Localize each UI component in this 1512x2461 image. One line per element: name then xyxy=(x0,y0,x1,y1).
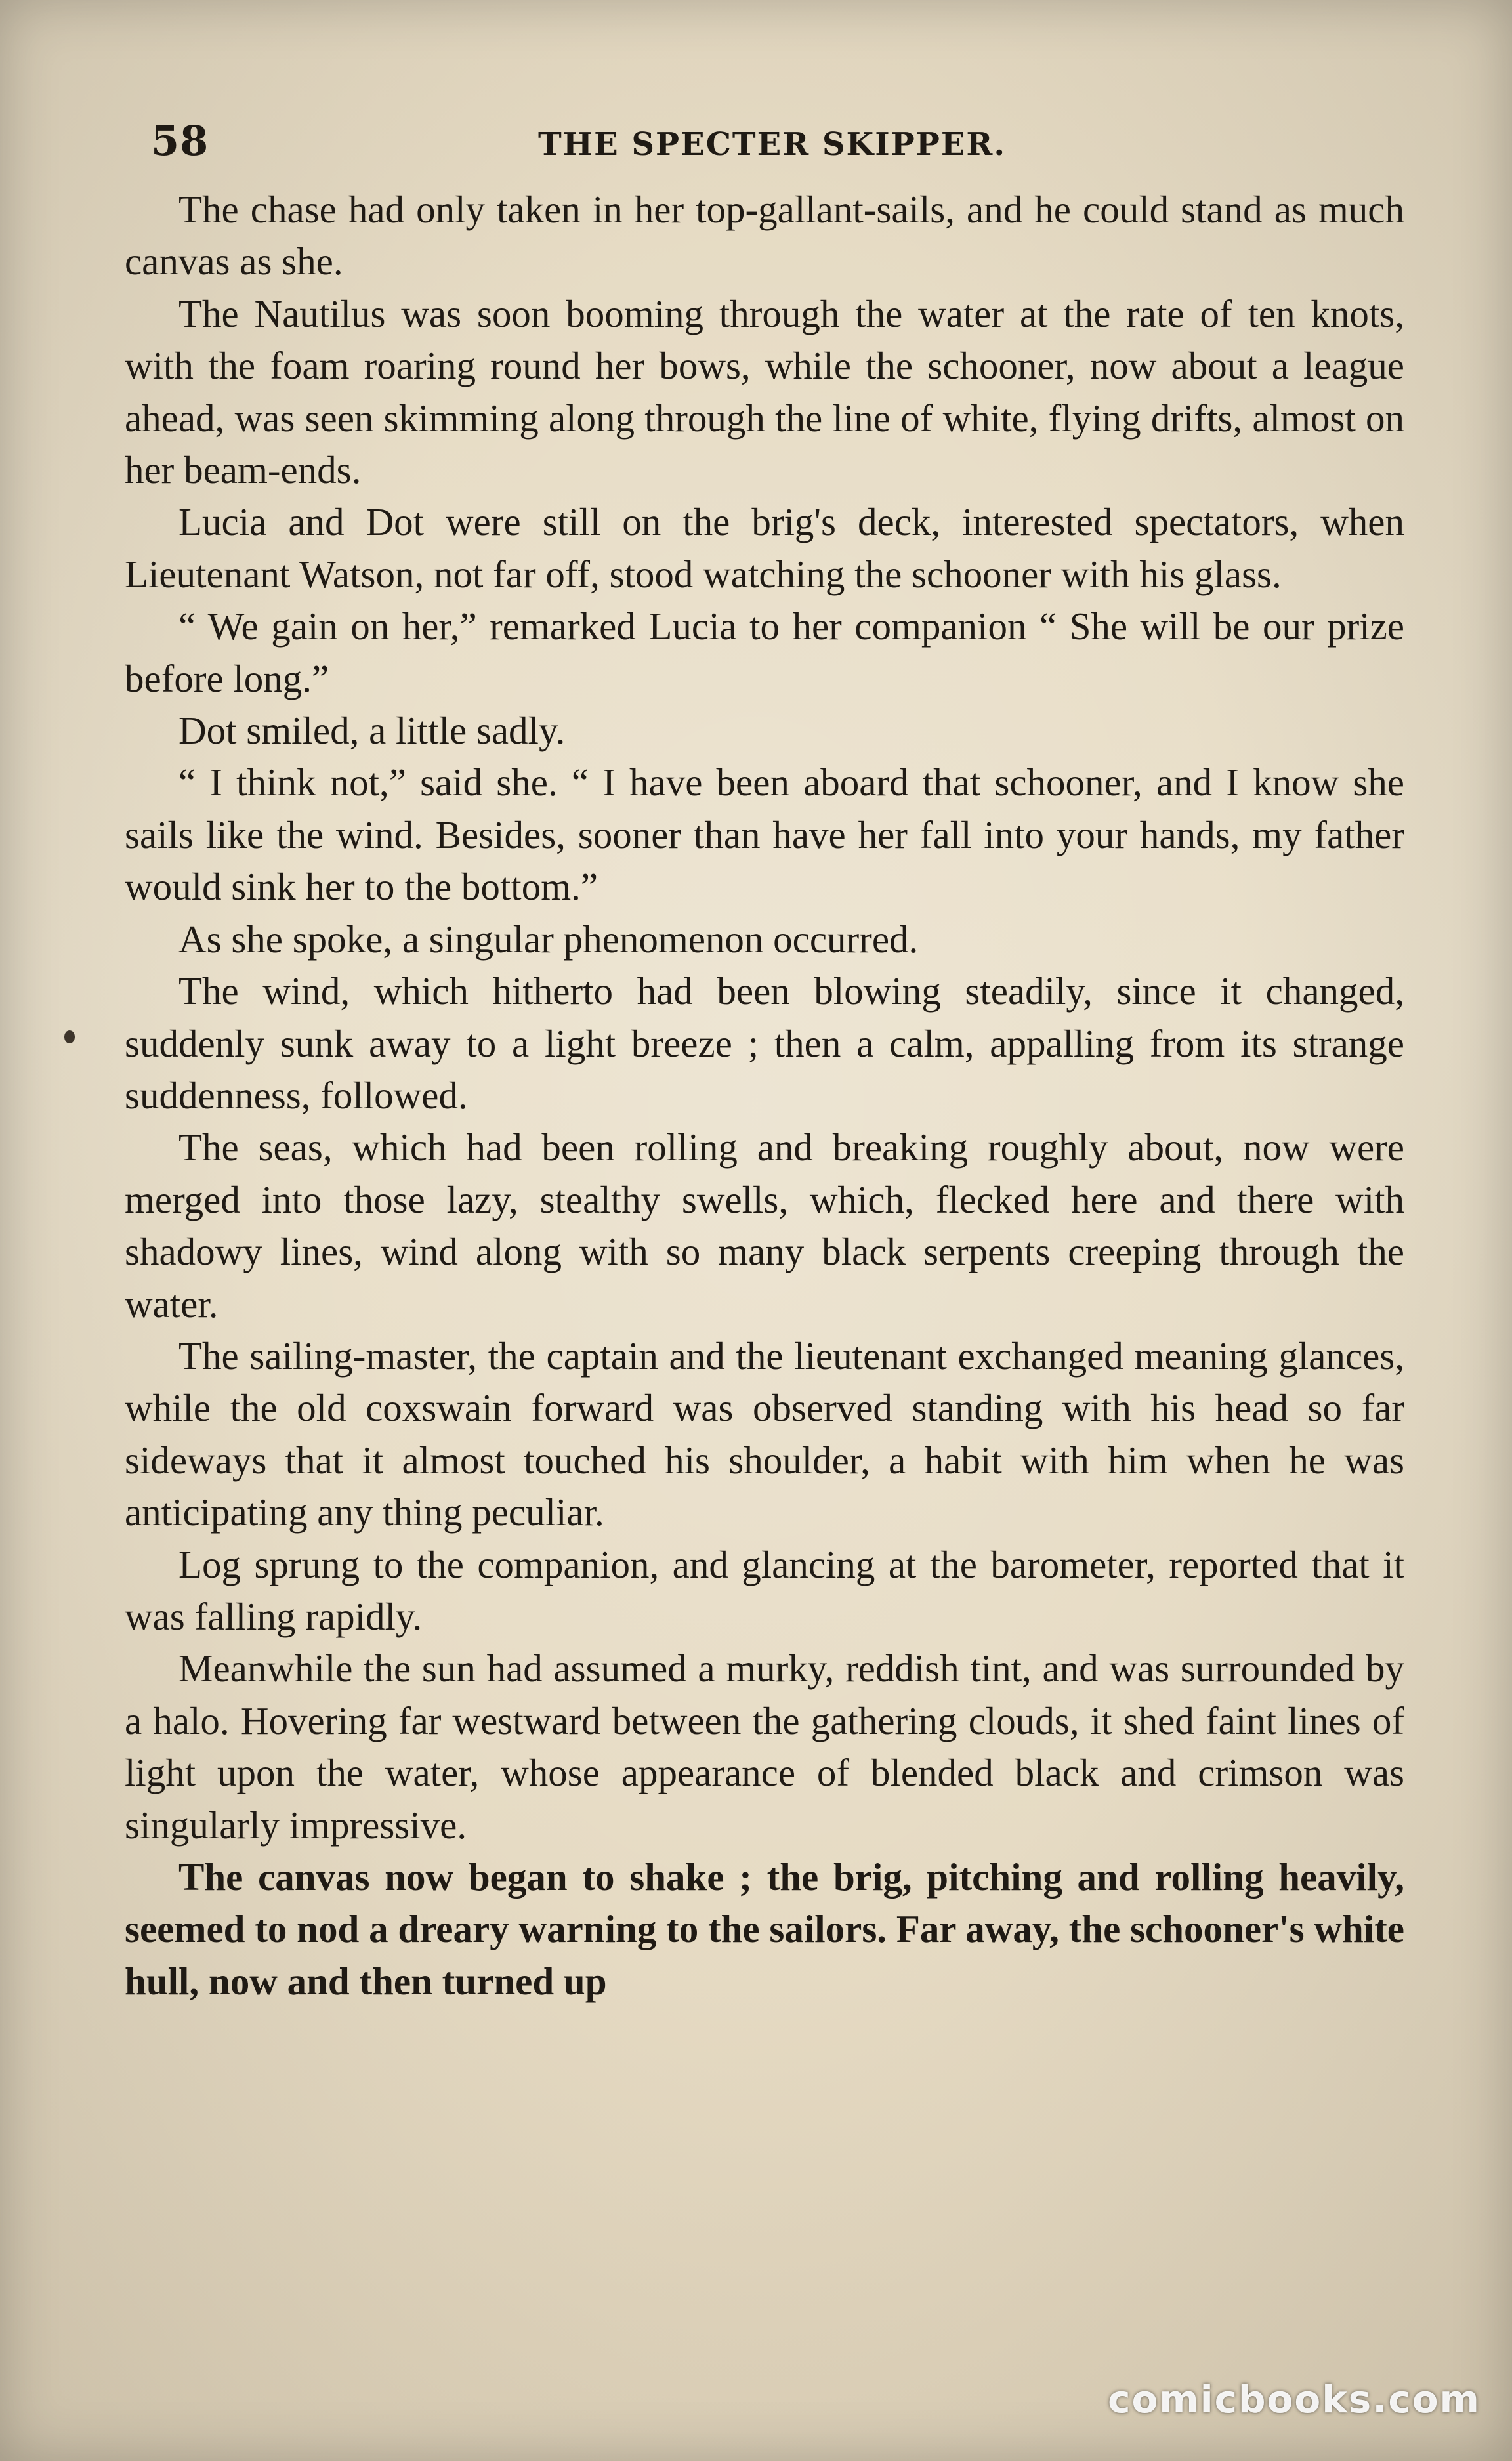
paragraph: The wind, which hitherto had been blowing steadily, since it changed, suddenly sunk away to a light breeze ; then a calm, appalling from its strange suddenness, followed. xyxy=(125,969,1404,1117)
ink-spot xyxy=(64,1030,75,1043)
paragraph: Log sprung to the companion, and glancing at the barometer, reported that it was falling rapidly. xyxy=(125,1542,1404,1638)
paragraph: “ We gain on her,” remarked Lucia to her companion “ She will be our prize before long.” xyxy=(125,604,1404,700)
body-text xyxy=(125,184,1404,2008)
watermark: comicbooks.com xyxy=(1108,2377,1480,2422)
paragraph: The canvas now began to shake ; the brig, pitching and rolling heavily, seemed to nod a dreary warning to the sailors. Far away, the schooner's white hull, now and then turned up xyxy=(125,1855,1404,2003)
paragraph: Meanwhile the sun had assumed a murky, reddish tint, and was surrounded by a halo. Hovering far westward between the gathering clouds, it shed faint lines of light upon the water, whose appearance of blended black and crimson was singularly impressive. xyxy=(125,1647,1404,1847)
page-header xyxy=(125,98,1404,177)
paragraph: The sailing-master, the captain and the lieutenant exchanged meaning glances, while the old coxswain forward was observed standing with his head so far sideways that it almost touched his shoulder, a habit with him when he was anticipating any thing peculiar. xyxy=(125,1334,1404,1534)
paragraph: Lucia and Dot were still on the brig's deck, interested spectators, when Lieutenant Watson, not far off, stood watching the schooner with his glass. xyxy=(125,500,1404,596)
running-head: THE SPECTER SKIPPER. xyxy=(538,126,1007,163)
page-content xyxy=(125,98,1404,2330)
paragraph: “ I think not,” said she. “ I have been aboard that schooner, and I know she sails like the wind. Besides, sooner than have her fall into your hands, my father would sink her to the bottom.” xyxy=(125,761,1404,909)
paragraph: The seas, which had been rolling and breaking roughly about, now were merged into those lazy, stealthy swells, which, flecked here and there with shadowy lines, wind along with so many black serpents creeping through the water. xyxy=(125,1125,1404,1326)
paragraph: The chase had only taken in her top-gallant-sails, and he could stand as much canvas as she. xyxy=(125,188,1404,284)
paragraph: Dot smiled, a little sadly. xyxy=(178,709,566,753)
paragraph: As she spoke, a singular phenomenon occurred. xyxy=(178,917,919,961)
paragraph: The Nautilus was soon booming through the water at the rate of ten knots, with the foam roaring round her bows, while the schooner, now about a league ahead, was seen skimming along through the line of white, flying drifts, almost on her beam-ends. xyxy=(125,291,1404,492)
page-number: 58 xyxy=(151,117,209,165)
